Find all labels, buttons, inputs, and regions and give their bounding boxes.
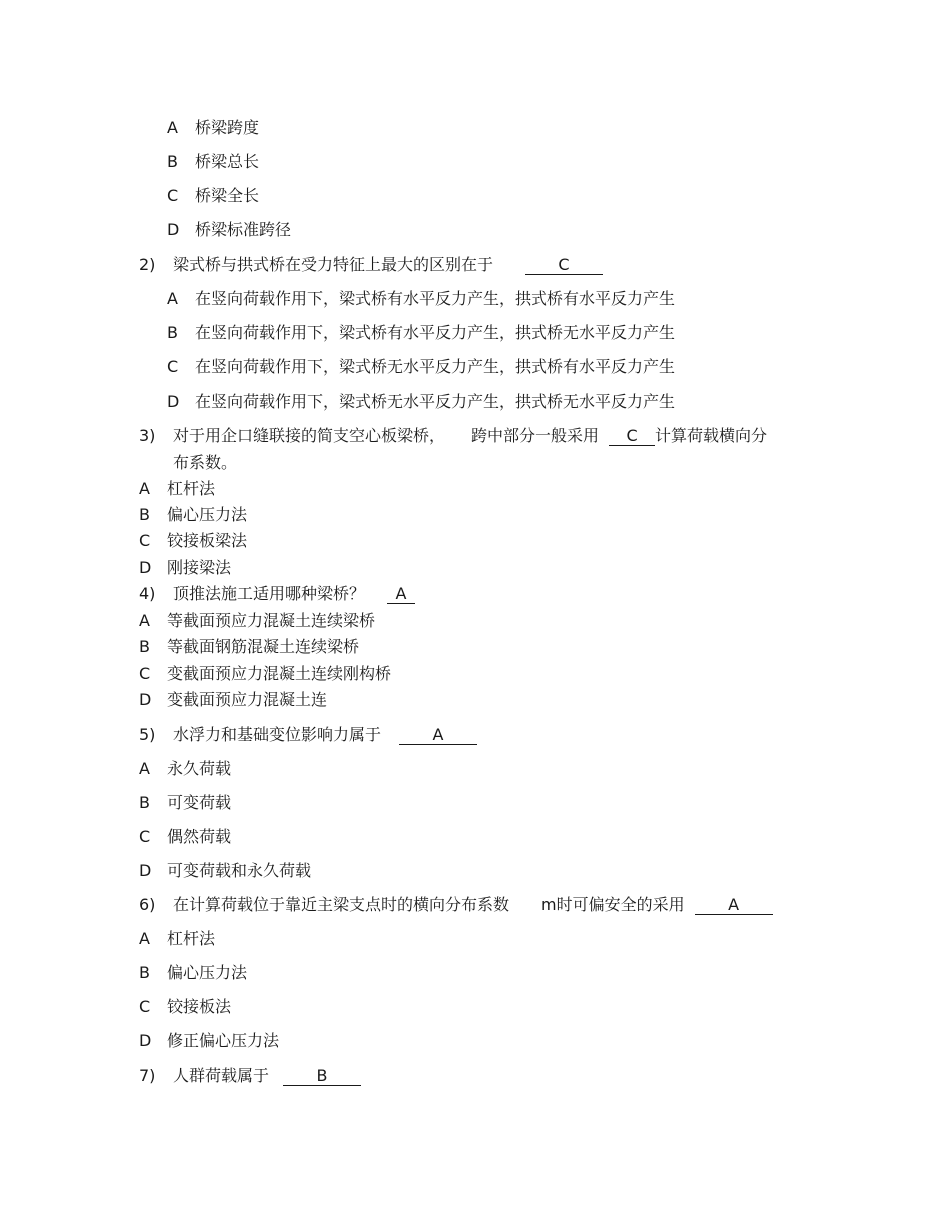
option-letter: B [167, 152, 178, 171]
question-number: 2) [139, 255, 156, 274]
option-text: 变截面预应力混凝土连 [167, 690, 328, 709]
option-letter: D [139, 861, 152, 880]
q1-option-a [167, 118, 259, 138]
answer-blank: C [525, 256, 603, 275]
question-text: 计算荷载横向分 [655, 426, 768, 445]
option-letter: A [139, 611, 150, 630]
option-letter: C [139, 827, 151, 846]
option-text: 铰接板梁法 [167, 531, 248, 550]
question-text: 布系数。 [173, 453, 238, 472]
q3-option-a [139, 479, 215, 499]
option-text: 偏心压力法 [167, 505, 248, 524]
option-letter: A [139, 759, 150, 778]
option-text: 可变荷载和永久荷载 [167, 861, 312, 880]
option-text: 铰接板法 [167, 997, 232, 1016]
option-letter: C [139, 531, 151, 550]
question-text: 梁式桥与拱式桥在受力特征上最大的区别在于 [173, 255, 494, 274]
option-letter: D [167, 392, 180, 411]
option-letter: C [139, 664, 151, 683]
q3-stem [139, 426, 767, 446]
q4-option-b [139, 637, 359, 657]
answer-blank: A [695, 896, 773, 915]
q5-option-a [139, 759, 231, 779]
q4-option-d [139, 690, 327, 710]
q3-option-b [139, 505, 247, 525]
question-text: 顶推法施工适用哪种梁桥？ [173, 584, 366, 603]
option-text: 变截面预应力混凝土连续刚构桥 [167, 664, 392, 683]
q1-option-d [167, 220, 291, 240]
option-letter: A [139, 479, 150, 498]
q2-option-d [167, 392, 675, 412]
option-text: 杠杆法 [167, 929, 216, 948]
option-letter: B [139, 505, 150, 524]
answer-blank: A [387, 585, 415, 604]
option-text: 在竖向荷载作用下，梁式桥有水平反力产生，拱式桥有水平反力产生 [195, 289, 676, 308]
option-text: 杠杆法 [167, 479, 216, 498]
option-letter: C [167, 357, 179, 376]
option-text: 等截面钢筋混凝土连续梁桥 [167, 637, 360, 656]
q2-option-b [167, 323, 675, 343]
q1-option-b [167, 152, 259, 172]
question-number: 5) [139, 725, 156, 744]
option-text: 在竖向荷载作用下，梁式桥有水平反力产生，拱式桥无水平反力产生 [195, 323, 676, 342]
option-text: 在竖向荷载作用下，梁式桥无水平反力产生，拱式桥有水平反力产生 [195, 357, 676, 376]
option-letter: A [167, 118, 178, 137]
option-text: 等截面预应力混凝土连续梁桥 [167, 611, 376, 630]
question-number: 7) [139, 1066, 156, 1085]
question-number: 4) [139, 584, 156, 603]
q6-option-b [139, 963, 247, 983]
question-text: m时可偏安全的采用 [541, 895, 685, 914]
q6-option-d [139, 1031, 279, 1051]
answer-blank: B [283, 1067, 361, 1086]
option-letter: A [139, 929, 150, 948]
question-text: 在计算荷载位于靠近主梁支点时的横向分布系数 [173, 895, 510, 914]
option-text: 修正偏心压力法 [167, 1031, 280, 1050]
q5-option-d [139, 861, 311, 881]
option-letter: A [167, 289, 178, 308]
q6-option-a [139, 929, 215, 949]
option-text: 偏心压力法 [167, 963, 248, 982]
q3-stem-continued [173, 453, 237, 473]
q4-option-c [139, 664, 391, 684]
q4-stem [139, 584, 415, 604]
q4-option-a [139, 611, 375, 631]
question-number: 3) [139, 426, 156, 445]
q3-option-c [139, 531, 247, 551]
question-text: 人群荷载属于 [173, 1066, 270, 1085]
q7-stem [139, 1066, 361, 1086]
q3-option-d [139, 558, 231, 578]
answer-blank: A [399, 726, 477, 745]
option-letter: D [139, 1031, 152, 1050]
question-text: 水浮力和基础变位影响力属于 [173, 725, 382, 744]
q2-stem [139, 255, 603, 275]
option-letter: D [139, 690, 152, 709]
option-text: 桥梁标准跨径 [195, 220, 292, 239]
option-text: 桥梁全长 [195, 186, 260, 205]
question-number: 6) [139, 895, 156, 914]
option-letter: B [139, 963, 150, 982]
q1-option-c [167, 186, 259, 206]
answer-blank: C [609, 427, 655, 446]
option-text: 可变荷载 [167, 793, 232, 812]
question-text: 跨中部分一般采用 [471, 426, 600, 445]
option-letter: B [167, 323, 178, 342]
q5-stem [139, 725, 477, 745]
option-letter: B [139, 793, 150, 812]
option-letter: C [139, 997, 151, 1016]
option-letter: C [167, 186, 179, 205]
option-text: 桥梁总长 [195, 152, 260, 171]
option-text: 永久荷载 [167, 759, 232, 778]
q6-stem [139, 895, 773, 915]
option-letter: B [139, 637, 150, 656]
option-letter: D [167, 220, 180, 239]
option-text: 刚接梁法 [167, 558, 232, 577]
option-text: 在竖向荷载作用下，梁式桥无水平反力产生，拱式桥无水平反力产生 [195, 392, 676, 411]
q2-option-c [167, 357, 675, 377]
option-text: 桥梁跨度 [195, 118, 260, 137]
q5-option-c [139, 827, 231, 847]
option-text: 偶然荷载 [167, 827, 232, 846]
q2-option-a [167, 289, 675, 309]
question-text: 对于用企口缝联接的简支空心板梁桥， [173, 426, 446, 445]
q6-option-c [139, 997, 231, 1017]
q5-option-b [139, 793, 231, 813]
option-letter: D [139, 558, 152, 577]
